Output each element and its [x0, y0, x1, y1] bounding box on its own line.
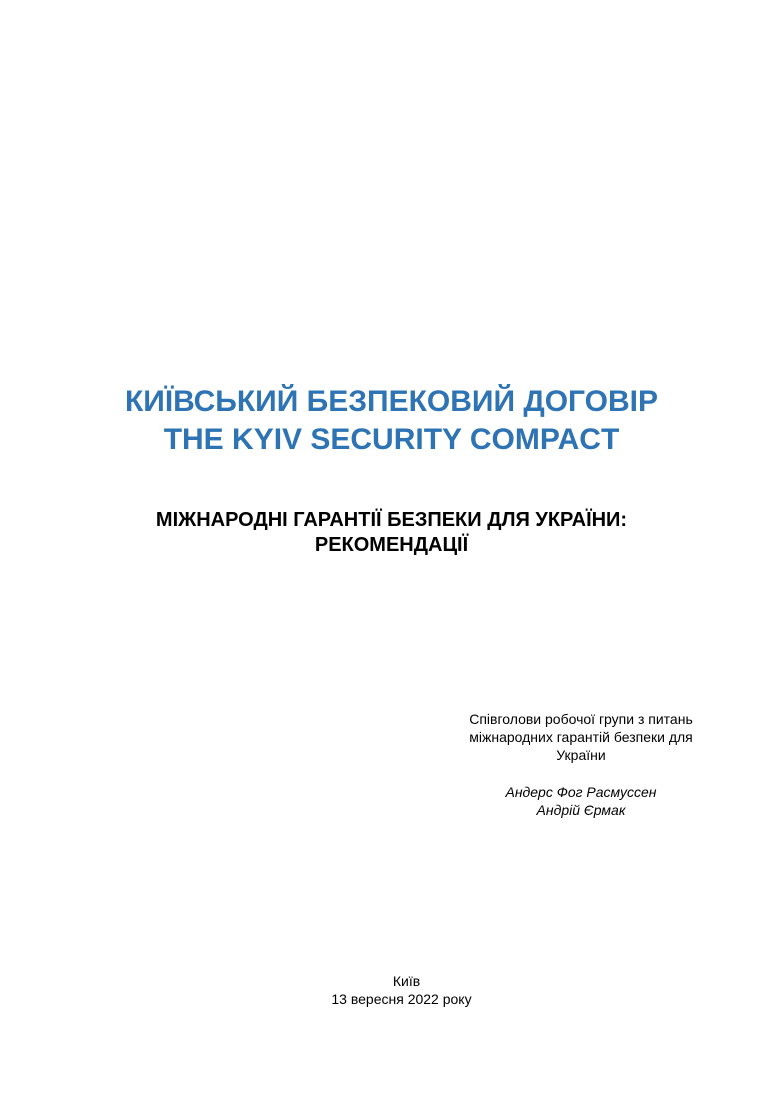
cochairs-heading [426, 710, 736, 764]
cochairs-heading-line: України [556, 747, 606, 763]
subtitle-line-2: РЕКОМЕНДАЦІЇ [314, 534, 469, 556]
title-english: THE KYIV SECURITY COMPACT [163, 423, 620, 456]
cochairs-names [426, 783, 736, 819]
subtitle-line-1: МІЖНАРОДНІ ГАРАНТІЇ БЕЗПЕКИ ДЛЯ УКРАЇНИ: [155, 509, 628, 531]
document-footer [0, 972, 783, 1008]
cochair-name: Андрій Єрмак [536, 802, 626, 818]
cochairs-heading-line: міжнародних гарантій безпеки для [469, 729, 693, 745]
document-subtitle [0, 508, 783, 558]
cochair-name: Андерс Фог Расмуссен [505, 784, 657, 800]
cochairs-heading-line: Співголови робочої групи з питань [469, 711, 693, 727]
footer-city: Київ [392, 973, 421, 989]
footer-date: 13 вересня 2022 року [331, 991, 472, 1007]
cochairs-section [426, 710, 736, 819]
document-title [0, 383, 783, 459]
title-ukrainian: КИЇВСЬКИЙ БЕЗПЕКОВИЙ ДОГОВІР [124, 385, 659, 418]
